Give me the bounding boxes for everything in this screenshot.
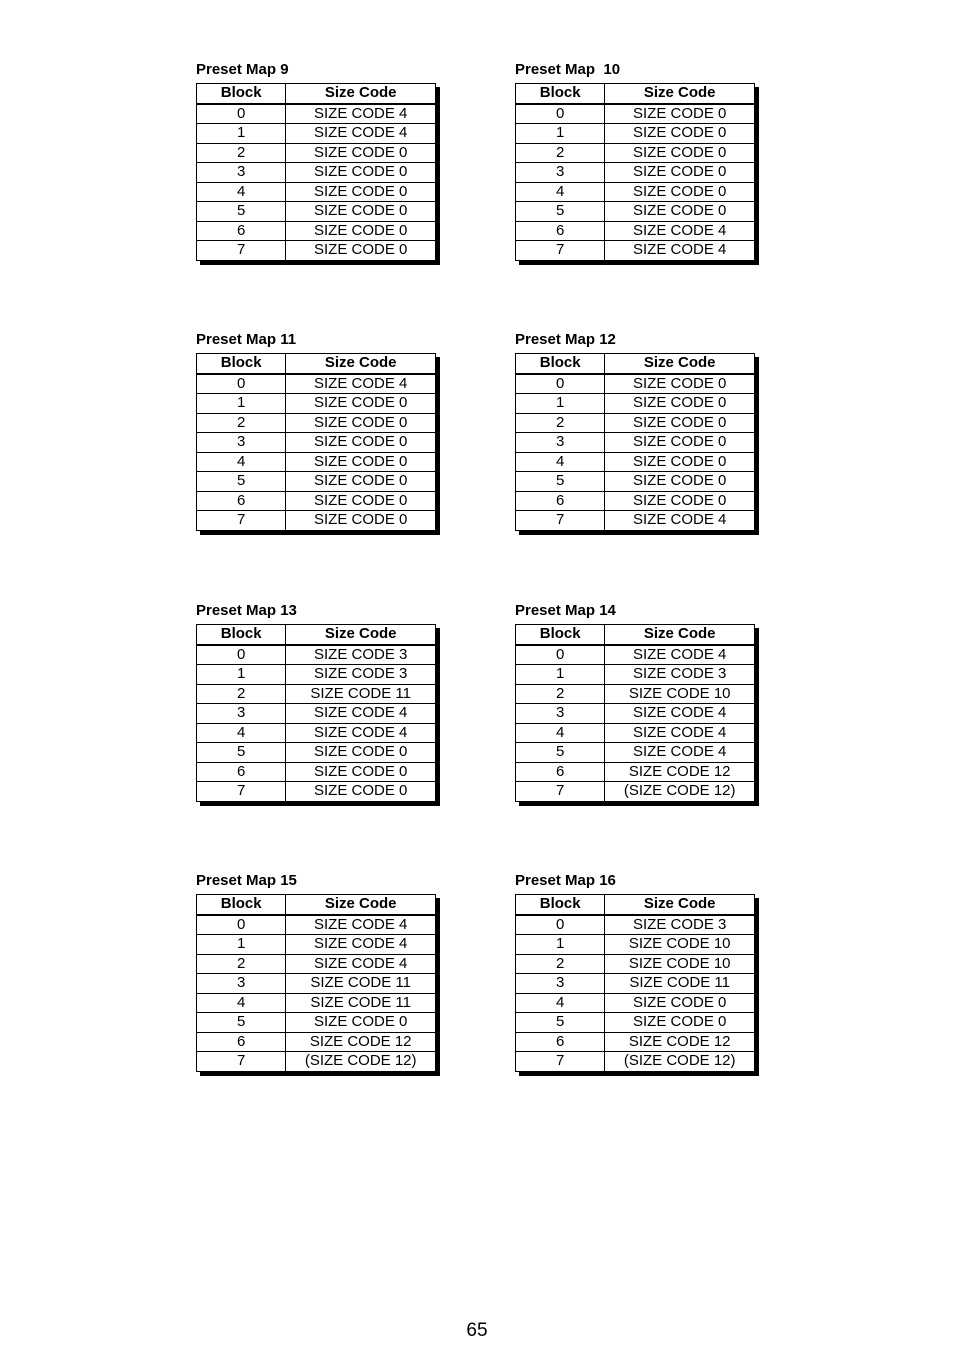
table-row — [197, 163, 436, 183]
map-table — [515, 353, 755, 531]
block-cell: 3 — [516, 433, 605, 453]
table-row — [197, 1052, 436, 1072]
table-row — [516, 723, 755, 743]
table-row — [197, 202, 436, 222]
table-header-row — [197, 895, 436, 915]
size-code-cell: SIZE CODE 0 — [286, 743, 436, 763]
map-table-frame — [515, 624, 755, 802]
column-header-size-code: Size Code — [605, 354, 755, 374]
size-code-cell: SIZE CODE 0 — [605, 394, 755, 414]
column-header-block: Block — [516, 625, 605, 645]
table-row — [197, 993, 436, 1013]
block-cell: 5 — [516, 472, 605, 492]
block-cell: 0 — [197, 104, 286, 124]
size-code-cell: SIZE CODE 10 — [605, 935, 755, 955]
size-code-cell: SIZE CODE 0 — [605, 104, 755, 124]
table-row — [516, 241, 755, 261]
table-row — [516, 124, 755, 144]
size-code-cell: SIZE CODE 0 — [605, 452, 755, 472]
block-cell: 6 — [197, 762, 286, 782]
column-header-block: Block — [197, 354, 286, 374]
table-row — [197, 491, 436, 511]
map-table-frame — [196, 624, 436, 802]
table-row — [516, 202, 755, 222]
column-header-block: Block — [516, 84, 605, 104]
table-header-row — [516, 625, 755, 645]
block-cell: 7 — [197, 511, 286, 531]
block-cell: 4 — [197, 182, 286, 202]
size-code-cell: SIZE CODE 0 — [605, 374, 755, 394]
size-code-cell: SIZE CODE 3 — [286, 665, 436, 685]
table-row — [516, 974, 755, 994]
block-cell: 1 — [197, 935, 286, 955]
size-code-cell: SIZE CODE 11 — [605, 974, 755, 994]
map-title: Preset Map 9 — [196, 61, 289, 78]
block-cell: 2 — [197, 143, 286, 163]
size-code-cell: SIZE CODE 0 — [605, 182, 755, 202]
table-row — [197, 433, 436, 453]
block-cell: 0 — [516, 915, 605, 935]
map-title: Preset Map 10 — [515, 61, 621, 78]
block-cell: 7 — [516, 782, 605, 802]
size-code-cell: SIZE CODE 0 — [605, 433, 755, 453]
preset-map-1 — [515, 61, 765, 261]
map-table-frame — [196, 894, 436, 1072]
table-row — [516, 104, 755, 124]
size-code-cell: SIZE CODE 0 — [286, 452, 436, 472]
block-cell: 4 — [516, 452, 605, 472]
size-code-cell: (SIZE CODE 12) — [605, 782, 755, 802]
table-row — [197, 511, 436, 531]
table-row — [516, 993, 755, 1013]
block-cell: 1 — [197, 124, 286, 144]
block-cell: 5 — [197, 472, 286, 492]
size-code-cell: SIZE CODE 0 — [286, 202, 436, 222]
table-row — [197, 954, 436, 974]
table-row — [516, 935, 755, 955]
size-code-cell: SIZE CODE 10 — [605, 954, 755, 974]
size-code-cell: SIZE CODE 0 — [286, 221, 436, 241]
column-header-block: Block — [516, 895, 605, 915]
column-header-size-code: Size Code — [605, 895, 755, 915]
block-cell: 2 — [197, 954, 286, 974]
block-cell: 3 — [197, 163, 286, 183]
column-header-size-code: Size Code — [286, 625, 436, 645]
table-row — [197, 104, 436, 124]
block-cell: 7 — [197, 782, 286, 802]
size-code-cell: SIZE CODE 4 — [605, 511, 755, 531]
block-cell: 0 — [197, 645, 286, 665]
table-row — [197, 782, 436, 802]
size-code-cell: SIZE CODE 4 — [605, 645, 755, 665]
map-table — [196, 353, 436, 531]
table-header-row — [516, 84, 755, 104]
map-table — [515, 894, 755, 1072]
block-cell: 4 — [516, 182, 605, 202]
size-code-cell: SIZE CODE 0 — [286, 762, 436, 782]
block-cell: 7 — [197, 1052, 286, 1072]
map-table-frame — [196, 83, 436, 261]
size-code-cell: SIZE CODE 0 — [286, 394, 436, 414]
table-row — [516, 782, 755, 802]
table-header-row — [197, 354, 436, 374]
size-code-cell: SIZE CODE 0 — [605, 124, 755, 144]
block-cell: 1 — [516, 124, 605, 144]
map-table-frame — [515, 894, 755, 1072]
column-header-size-code: Size Code — [605, 84, 755, 104]
block-cell: 2 — [516, 143, 605, 163]
block-cell: 3 — [516, 163, 605, 183]
table-row — [516, 704, 755, 724]
block-cell: 0 — [197, 915, 286, 935]
table-row — [516, 413, 755, 433]
size-code-cell: SIZE CODE 4 — [286, 915, 436, 935]
table-header-row — [516, 354, 755, 374]
table-row — [516, 1032, 755, 1052]
size-code-cell: SIZE CODE 0 — [286, 472, 436, 492]
block-cell: 3 — [197, 704, 286, 724]
table-header-row — [197, 84, 436, 104]
size-code-cell: SIZE CODE 4 — [286, 954, 436, 974]
size-code-cell: SIZE CODE 4 — [286, 374, 436, 394]
size-code-cell: SIZE CODE 0 — [286, 413, 436, 433]
table-row — [197, 684, 436, 704]
size-code-cell: SIZE CODE 0 — [605, 472, 755, 492]
size-code-cell: SIZE CODE 11 — [286, 684, 436, 704]
table-row — [197, 241, 436, 261]
table-row — [197, 935, 436, 955]
block-cell: 5 — [197, 1013, 286, 1033]
size-code-cell: SIZE CODE 0 — [605, 491, 755, 511]
table-row — [197, 143, 436, 163]
size-code-cell: SIZE CODE 0 — [605, 413, 755, 433]
block-cell: 0 — [516, 645, 605, 665]
table-row — [516, 491, 755, 511]
table-row — [197, 1032, 436, 1052]
table-row — [516, 762, 755, 782]
size-code-cell: SIZE CODE 0 — [286, 163, 436, 183]
size-code-cell: SIZE CODE 4 — [286, 104, 436, 124]
block-cell: 2 — [197, 684, 286, 704]
table-row — [197, 915, 436, 935]
size-code-cell: SIZE CODE 12 — [605, 1032, 755, 1052]
block-cell: 1 — [516, 665, 605, 685]
table-row — [197, 394, 436, 414]
table-row — [516, 221, 755, 241]
size-code-cell: SIZE CODE 0 — [286, 491, 436, 511]
table-row — [516, 182, 755, 202]
block-cell: 5 — [197, 743, 286, 763]
block-cell: 0 — [516, 104, 605, 124]
column-header-size-code: Size Code — [286, 354, 436, 374]
size-code-cell: SIZE CODE 0 — [286, 143, 436, 163]
column-header-block: Block — [516, 354, 605, 374]
table-row — [516, 684, 755, 704]
size-code-cell: SIZE CODE 11 — [286, 974, 436, 994]
table-row — [197, 374, 436, 394]
map-table-frame — [515, 353, 755, 531]
block-cell: 6 — [197, 1032, 286, 1052]
map-title: Preset Map 13 — [196, 602, 297, 619]
size-code-cell: SIZE CODE 3 — [605, 915, 755, 935]
table-row — [197, 743, 436, 763]
block-cell: 4 — [197, 723, 286, 743]
size-code-cell: SIZE CODE 0 — [286, 241, 436, 261]
size-code-cell: SIZE CODE 4 — [286, 704, 436, 724]
size-code-cell: SIZE CODE 3 — [286, 645, 436, 665]
size-code-cell: SIZE CODE 3 — [605, 665, 755, 685]
size-code-cell: SIZE CODE 0 — [605, 163, 755, 183]
table-header-row — [197, 625, 436, 645]
table-row — [516, 452, 755, 472]
size-code-cell: SIZE CODE 0 — [286, 511, 436, 531]
table-row — [516, 665, 755, 685]
block-cell: 5 — [516, 202, 605, 222]
size-code-cell: (SIZE CODE 12) — [605, 1052, 755, 1072]
size-code-cell: SIZE CODE 0 — [286, 182, 436, 202]
size-code-cell: SIZE CODE 0 — [605, 993, 755, 1013]
block-cell: 3 — [516, 974, 605, 994]
column-header-size-code: Size Code — [286, 895, 436, 915]
block-cell: 7 — [516, 241, 605, 261]
size-code-cell: SIZE CODE 12 — [605, 762, 755, 782]
table-row — [197, 704, 436, 724]
preset-map-4 — [196, 602, 446, 802]
size-code-cell: SIZE CODE 4 — [286, 723, 436, 743]
block-cell: 4 — [516, 723, 605, 743]
block-cell: 2 — [197, 413, 286, 433]
size-code-cell: SIZE CODE 0 — [605, 143, 755, 163]
map-title: Preset Map 12 — [515, 331, 616, 348]
block-cell: 6 — [516, 1032, 605, 1052]
map-table — [196, 83, 436, 261]
block-cell: 7 — [516, 511, 605, 531]
block-cell: 0 — [516, 374, 605, 394]
map-title: Preset Map 15 — [196, 872, 297, 889]
table-row — [197, 762, 436, 782]
table-row — [516, 163, 755, 183]
map-table — [196, 894, 436, 1072]
table-row — [197, 413, 436, 433]
map-table — [515, 624, 755, 802]
block-cell: 3 — [197, 433, 286, 453]
size-code-cell: SIZE CODE 0 — [605, 1013, 755, 1033]
block-cell: 0 — [197, 374, 286, 394]
size-code-cell: SIZE CODE 11 — [286, 993, 436, 1013]
map-table-frame — [515, 83, 755, 261]
column-header-block: Block — [197, 84, 286, 104]
table-row — [516, 511, 755, 531]
block-cell: 6 — [516, 221, 605, 241]
block-cell: 2 — [516, 954, 605, 974]
block-cell: 2 — [516, 413, 605, 433]
size-code-cell: SIZE CODE 10 — [605, 684, 755, 704]
map-title: Preset Map 16 — [515, 872, 616, 889]
block-cell: 2 — [516, 684, 605, 704]
size-code-cell: SIZE CODE 4 — [605, 221, 755, 241]
column-header-block: Block — [197, 625, 286, 645]
table-row — [516, 143, 755, 163]
map-table-frame — [196, 353, 436, 531]
preset-map-3 — [515, 331, 765, 531]
preset-map-6 — [196, 872, 446, 1072]
size-code-cell: SIZE CODE 12 — [286, 1032, 436, 1052]
size-code-cell: SIZE CODE 0 — [286, 782, 436, 802]
column-header-size-code: Size Code — [286, 84, 436, 104]
block-cell: 7 — [516, 1052, 605, 1072]
size-code-cell: SIZE CODE 4 — [605, 704, 755, 724]
page-number: 65 — [466, 1320, 488, 1341]
size-code-cell: SIZE CODE 4 — [605, 241, 755, 261]
table-row — [516, 433, 755, 453]
block-cell: 4 — [197, 993, 286, 1013]
size-code-cell: (SIZE CODE 12) — [286, 1052, 436, 1072]
block-cell: 3 — [516, 704, 605, 724]
block-cell: 3 — [197, 974, 286, 994]
block-cell: 6 — [516, 491, 605, 511]
map-title: Preset Map 11 — [196, 331, 297, 348]
preset-map-7 — [515, 872, 765, 1072]
preset-map-0 — [196, 61, 446, 261]
table-row — [516, 1013, 755, 1033]
table-row — [197, 665, 436, 685]
block-cell: 6 — [197, 221, 286, 241]
block-cell: 5 — [516, 1013, 605, 1033]
map-table — [196, 624, 436, 802]
preset-map-5 — [515, 602, 765, 802]
table-row — [197, 182, 436, 202]
table-row — [516, 645, 755, 665]
table-row — [516, 374, 755, 394]
block-cell: 6 — [197, 491, 286, 511]
table-row — [516, 915, 755, 935]
block-cell: 1 — [197, 665, 286, 685]
table-row — [516, 1052, 755, 1072]
size-code-cell: SIZE CODE 0 — [286, 433, 436, 453]
map-table — [515, 83, 755, 261]
size-code-cell: SIZE CODE 4 — [605, 723, 755, 743]
block-cell: 6 — [516, 762, 605, 782]
column-header-block: Block — [197, 895, 286, 915]
table-row — [197, 974, 436, 994]
table-row — [197, 452, 436, 472]
block-cell: 5 — [197, 202, 286, 222]
block-cell: 4 — [197, 452, 286, 472]
table-row — [516, 954, 755, 974]
size-code-cell: SIZE CODE 4 — [605, 743, 755, 763]
table-row — [516, 743, 755, 763]
block-cell: 1 — [516, 394, 605, 414]
size-code-cell: SIZE CODE 4 — [286, 935, 436, 955]
block-cell: 4 — [516, 993, 605, 1013]
table-row — [197, 1013, 436, 1033]
block-cell: 1 — [197, 394, 286, 414]
table-row — [197, 221, 436, 241]
size-code-cell: SIZE CODE 0 — [286, 1013, 436, 1033]
table-header-row — [516, 895, 755, 915]
size-code-cell: SIZE CODE 4 — [286, 124, 436, 144]
size-code-cell: SIZE CODE 0 — [605, 202, 755, 222]
preset-map-2 — [196, 331, 446, 531]
block-cell: 7 — [197, 241, 286, 261]
table-row — [516, 394, 755, 414]
block-cell: 5 — [516, 743, 605, 763]
table-row — [197, 645, 436, 665]
table-row — [197, 124, 436, 144]
column-header-size-code: Size Code — [605, 625, 755, 645]
table-row — [197, 723, 436, 743]
block-cell: 1 — [516, 935, 605, 955]
table-row — [516, 472, 755, 492]
table-row — [197, 472, 436, 492]
map-title: Preset Map 14 — [515, 602, 616, 619]
